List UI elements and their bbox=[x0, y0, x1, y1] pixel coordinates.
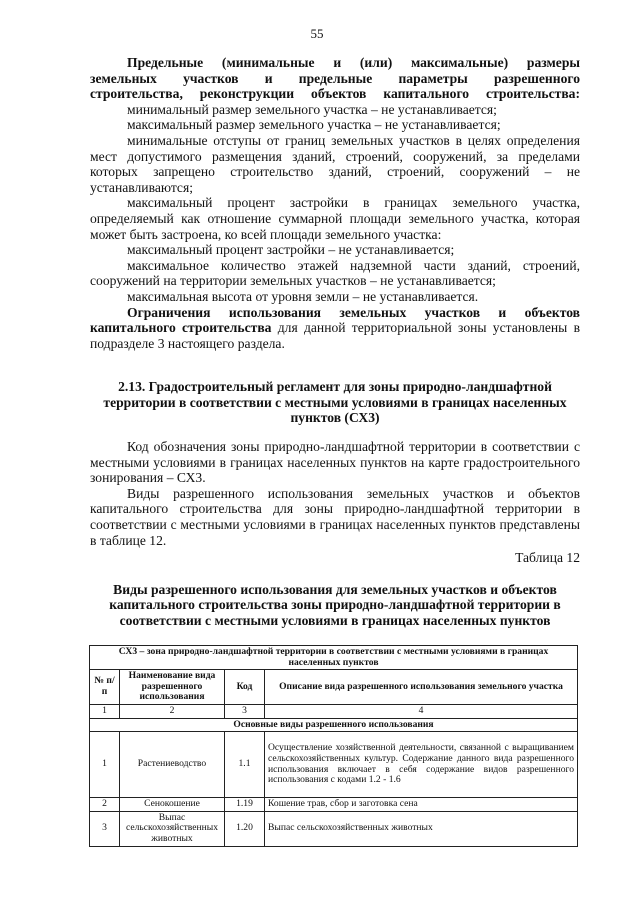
row-number: 1 bbox=[90, 732, 120, 798]
row-name: Растениеводство bbox=[120, 732, 225, 798]
limit-item-min-size: минимальный размер земельного участка – не устанавливается; bbox=[127, 101, 497, 117]
restrictions-text: для данной территориальной зоны установлены в подразделе 3 настоящего раздела. bbox=[90, 320, 580, 351]
limit-item-floors: максимальное количество этажей надземной части зданий, строений, сооружений на территории земельных участков – не устанавливается; bbox=[90, 257, 580, 289]
document-body bbox=[90, 55, 580, 629]
zone-code-paragraph: Код обозначения зоны природно-ландшафтной территории в соответствии с местными условиями в границах населенных пунктов на карте градостроительного зонирования – СХ3. bbox=[90, 439, 580, 486]
limit-item-max-size: максимальный размер земельного участка – не устанавливается; bbox=[127, 117, 501, 133]
table-zone-header: СХ3 – зона природно-ландшафтной территории в соответствии с местными условиями в границах населенных пунктов bbox=[90, 646, 578, 670]
col-index: 4 bbox=[265, 704, 578, 718]
limits-title-line-3: строительства, реконструкции объектов капитального строительства: bbox=[90, 86, 580, 102]
limit-item-build-percent: максимальный процент застройки в границах земельного участка, определяемый как отношение суммарной площади земельного участка, которая может быть застроена, ко всей площади земельного участка: bbox=[90, 195, 580, 242]
row-name: Выпас сельскохозяйственных животных bbox=[120, 811, 225, 846]
row-description: Выпас сельскохозяйственных животных bbox=[265, 811, 578, 846]
col-index: 3 bbox=[225, 704, 265, 718]
permitted-uses-paragraph: Виды разрешенного использования земельных участков и объектов капитального строительства для зоны природно-ландшафтной территории в соответствии с местными условиями в границах населенных пунктов представлены в таблице 12. bbox=[90, 485, 580, 548]
restrictions-paragraph bbox=[90, 305, 580, 352]
row-code: 1.20 bbox=[225, 811, 265, 846]
limit-item-height: максимальная высота от уровня земли – не устанавливается. bbox=[127, 288, 479, 304]
page-number: 55 bbox=[310, 26, 324, 41]
group-main-uses: Основные виды разрешенного использования bbox=[90, 718, 578, 732]
col-header-code: Код bbox=[225, 670, 265, 705]
col-header-name: Наименование вида разрешенного использования bbox=[120, 670, 225, 705]
col-index: 1 bbox=[90, 704, 120, 718]
table-row bbox=[90, 811, 578, 846]
row-code: 1.1 bbox=[225, 732, 265, 798]
restrictions-bold: Ограничения использования земельных участков и объектов капитального строительства bbox=[90, 304, 580, 336]
limit-item-setbacks: минимальные отступы от границ земельных участков в целях определения мест допустимого размещения зданий, строений, сооружений, за пределами которых запрещено строительство зданий, строений, сооружений – не устанавливаются; bbox=[90, 132, 580, 195]
permitted-uses-table bbox=[89, 645, 578, 847]
table-title: Виды разрешенного использования для земельных участков и объектов капитального строительства зоны природно-ландшафтной территории в соответствии с местными условиями в границах населенных пунктов bbox=[109, 581, 561, 628]
row-number: 2 bbox=[90, 798, 120, 812]
row-code: 1.19 bbox=[225, 798, 265, 812]
row-name: Сенокошение bbox=[120, 798, 225, 812]
col-header-number: № п/п bbox=[90, 670, 120, 705]
col-header-description: Описание вида разрешенного использования земельного участка bbox=[265, 670, 578, 705]
table-index-row bbox=[90, 704, 578, 718]
table-group-row bbox=[90, 718, 578, 732]
section-title: 2.13. Градостроительный регламент для зоны природно-ландшафтной территории в соответствии с местными условиями в границах населенных пунктов (СХ3) bbox=[103, 379, 567, 426]
row-number: 3 bbox=[90, 811, 120, 846]
table-header-row bbox=[90, 670, 578, 705]
row-description: Кошение трав, сбор и заготовка сена bbox=[265, 798, 578, 812]
limits-title-line-2: земельных участков и предельные параметры разрешенного bbox=[90, 70, 580, 86]
col-index: 2 bbox=[120, 704, 225, 718]
table-row bbox=[90, 798, 578, 812]
limits-title-line-1: Предельные (минимальные и (или) максимальные) размеры bbox=[127, 55, 580, 70]
table-label: Таблица 12 bbox=[515, 550, 580, 566]
table-row bbox=[90, 732, 578, 798]
limit-item-build-percent-max: максимальный процент застройки – не устанавливается; bbox=[127, 242, 455, 258]
table-zone-header-row bbox=[90, 646, 578, 670]
row-description: Осуществление хозяйственной деятельности, связанной с выращиванием сельскохозяйственных культур. Содержание данного вида разрешенного использования включает в себя содержание видов разрешенного использования с кодами 1.2 - 1.6 bbox=[265, 732, 578, 798]
